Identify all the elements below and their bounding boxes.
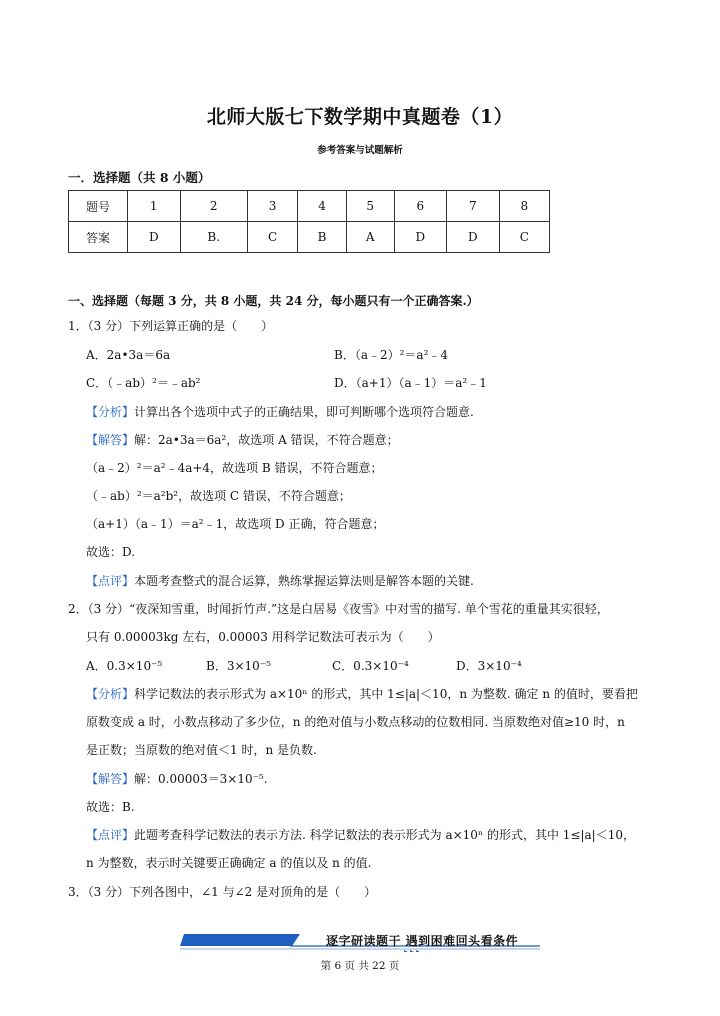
table-cell: 8 [499, 191, 549, 222]
page-number: 第 6 页 共 22 页 [320, 960, 400, 972]
q2-comment-line-2: n 为整数，表示时关键要正确确定 a 的值以及 n 的值. [86, 856, 372, 870]
q1-solution-line-3: （﹣ab）²＝a²b²，故选项 C 错误，不符合题意； [86, 489, 351, 503]
q2-analysis-line-3: 是正数；当原数的绝对值＜1 时，n 是负数. [86, 743, 317, 757]
q2-option-a: A．0.3×10⁻⁵ [86, 659, 163, 673]
table-cell: D [447, 222, 500, 253]
comment-text: 本题考查整式的混合运算，熟练掌握运算法则是解答本题的关键. [134, 574, 474, 588]
q1-option-b: B．（a﹣2）²＝a²﹣4 [334, 348, 449, 362]
solution-line: 解：2a•3a＝6a²，故选项 A 错误，不符合题意； [134, 433, 399, 447]
q2-choice: 故选：B. [86, 800, 135, 814]
q2-comment [86, 827, 635, 843]
table-cell: 2 [180, 191, 247, 222]
table-header-answer: 答案 [69, 222, 128, 253]
answer-table [68, 190, 550, 253]
table-cell: C [247, 222, 297, 253]
table-cell: 4 [298, 191, 347, 222]
analysis-text: 计算出各个选项中式子的正确结果，即可判断哪个选项符合题意. [134, 405, 474, 419]
q2-analysis [86, 686, 638, 702]
arrow-icon [416, 950, 420, 952]
table-row-numbers [69, 191, 550, 222]
q2-stem-line-2: 只有 0.00003kg 左右，0.00003 用科学记数法可表示为（ ） [86, 630, 440, 644]
solution-line: 解：0.00003＝3×10⁻⁵. [134, 772, 268, 786]
q1-option-c: C．（﹣ab）²＝﹣ab² [86, 376, 201, 390]
q1-option-a: A．2a•3a＝6a [86, 348, 171, 362]
table-cell: D [128, 222, 181, 253]
analysis-tag: 【分析】 [86, 687, 135, 701]
document-title: 北师大版七下数学期中真题卷（1） [206, 106, 514, 128]
q1-comment [86, 573, 474, 589]
table-header-number: 题号 [69, 191, 128, 222]
q1-stem: 1．（3 分）下列运算正确的是（ ） [68, 319, 274, 333]
solution-tag: 【解答】 [86, 433, 135, 447]
section-heading-detail: 一、选择题（每题 3 分，共 8 小题，共 24 分，每小题只有一个正确答案.） [68, 294, 479, 308]
comment-tag: 【点评】 [86, 574, 135, 588]
q1-choice: 故选：D. [86, 545, 136, 559]
table-cell: 5 [346, 191, 394, 222]
analysis-tag: 【分析】 [86, 405, 135, 419]
arrow-icon [404, 950, 408, 952]
q2-solution [86, 771, 268, 787]
q2-option-c: C．0.3×10⁻⁴ [332, 659, 409, 673]
table-cell: B. [180, 222, 247, 253]
table-cell: D [394, 222, 447, 253]
table-cell: B [298, 222, 347, 253]
q3-stem: 3．（3 分）下列各图中，∠1 与∠2 是对顶角的是（ ） [68, 885, 377, 899]
table-cell: A [346, 222, 394, 253]
footer-accent-shape [180, 934, 300, 946]
q1-solution-line-2: （a﹣2）²＝a²﹣4a+4，故选项 B 错误，不符合题意； [86, 461, 383, 475]
analysis-text: 科学记数法的表示形式为 a×10ⁿ 的形式，其中 1≤|a|＜10，n 为整数. 确定 n 的值时，要看把 [134, 687, 638, 701]
comment-text: 此题考查科学记数法的表示方法. 科学记数法的表示形式为 a×10ⁿ 的形式，其中 1≤|a|＜10， [134, 828, 635, 842]
solution-tag: 【解答】 [86, 772, 135, 786]
q1-option-d: D．（a+1）（a﹣1）＝a²﹣1 [334, 376, 487, 390]
table-cell: C [499, 222, 549, 253]
document-subtitle: 参考答案与试题解析 [317, 145, 403, 156]
q1-solution [86, 432, 399, 448]
q2-analysis-line-2: 原数变成 a 时，小数点移动了多少位，n 的绝对值与小数点移动的位数相同. 当原数绝对值≥10 时，n [86, 715, 625, 729]
q2-option-b: B．3×10⁻⁵ [206, 659, 271, 673]
q2-stem-line-1: 2．（3 分）“夜深知雪重，时闻折竹声.”这是白居易《夜雪》中对雪的描写. 单个雪花的重量其实很轻， [68, 602, 609, 616]
section-heading-choice: 一．选择题（共 8 小题） [68, 170, 211, 185]
q1-analysis [86, 404, 474, 420]
q2-option-d: D．3×10⁻⁴ [456, 659, 522, 673]
table-cell: 1 [128, 191, 181, 222]
table-cell: 3 [247, 191, 297, 222]
table-cell: 7 [447, 191, 500, 222]
q1-solution-line-4: （a+1）（a﹣1）＝a²﹣1，故选项 D 正确，符合题意； [86, 517, 385, 531]
footer-slogan: 逐字研读题干 遇到困难回头看条件 [326, 934, 519, 948]
arrow-icon [410, 950, 414, 952]
table-cell: 6 [394, 191, 447, 222]
table-row-answers [69, 222, 550, 253]
comment-tag: 【点评】 [86, 828, 135, 842]
